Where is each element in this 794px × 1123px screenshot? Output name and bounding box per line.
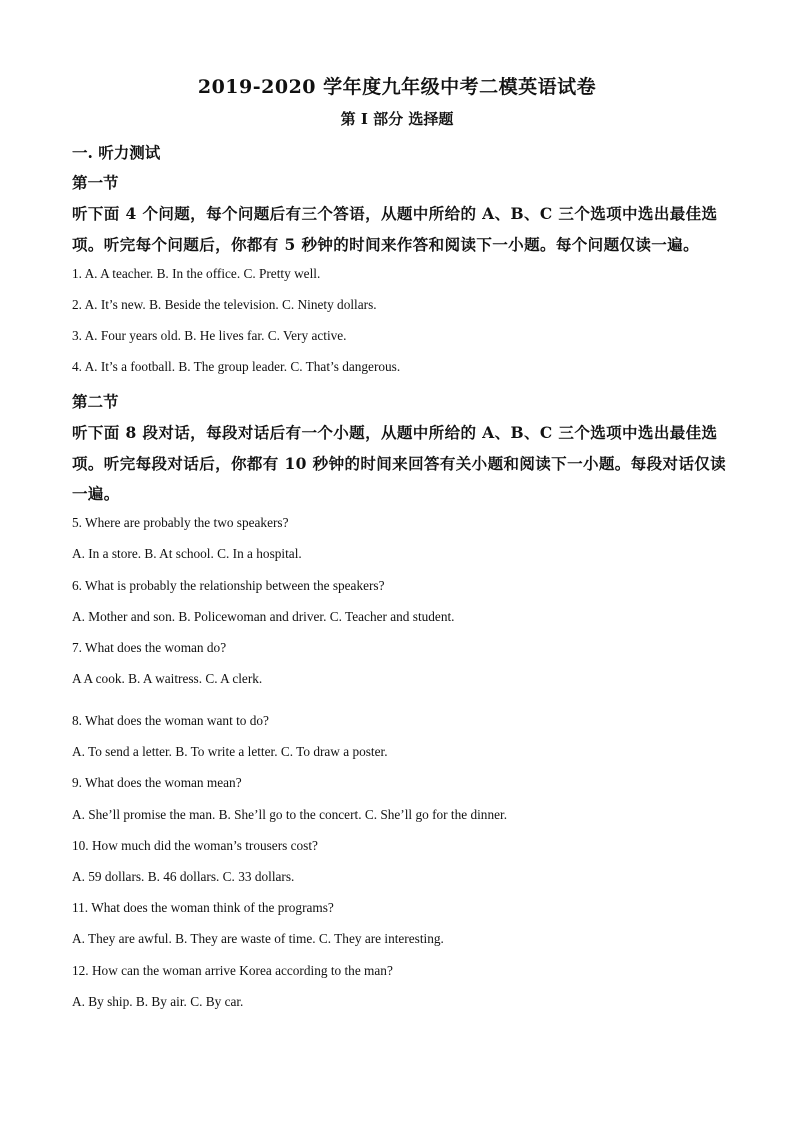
section2-instruction-line3: 一遍。 xyxy=(72,484,120,503)
section-heading: 一. 听力测试 xyxy=(72,143,161,162)
question-6-options: A. Mother and son. B. Policewoman and driver. C. Teacher and student. xyxy=(72,609,455,624)
question-11-options: A. They are awful. B. They are waste of time. C. They are interesting. xyxy=(72,931,444,946)
section1-instruction-line1: 听下面 4 个问题，每个问题后有三个答语，从题中所给的 A、B、C 三个选项中选出最佳选 xyxy=(72,204,718,223)
question-4: 4. A. It’s a football. B. The group leader. C. That’s dangerous. xyxy=(72,359,401,374)
question-5-options: A. In a store. B. At school. C. In a hospital. xyxy=(72,546,302,561)
section2-heading: 第二节 xyxy=(72,392,119,411)
question-12: 12. How can the woman arrive Korea according to the man? xyxy=(72,963,393,978)
section2-instruction-line2: 项。听完每段对话后，你都有 10 秒钟的时间来回答有关小题和阅读下一小题。每段对话仅读 xyxy=(72,454,727,473)
question-10-options: A. 59 dollars. B. 46 dollars. C. 33 dollars. xyxy=(72,869,295,884)
question-5: 5. Where are probably the two speakers? xyxy=(72,515,289,530)
section1-heading: 第一节 xyxy=(72,173,119,192)
question-1: 1. A. A teacher. B. In the office. C. Pretty well. xyxy=(72,266,321,281)
question-9-options: A. She’ll promise the man. B. She’ll go to the concert. C. She’ll go for the dinner. xyxy=(72,807,508,822)
question-10: 10. How much did the woman’s trousers cost? xyxy=(72,838,318,853)
page-title: 2019-2020 学年度九年级中考二模英语试卷 xyxy=(197,76,597,98)
question-3: 3. A. Four years old. B. He lives far. C. Very active. xyxy=(72,328,347,343)
question-7-options: A A cook. B. A waitress. C. A clerk. xyxy=(72,671,263,686)
question-2: 2. A. It’s new. B. Beside the television. C. Ninety dollars. xyxy=(72,297,377,312)
question-7: 7. What does the woman do? xyxy=(72,640,227,655)
question-6: 6. What is probably the relationship between the speakers? xyxy=(72,578,385,593)
part-title: 第 I 部分 选择题 xyxy=(340,110,454,128)
question-8: 8. What does the woman want to do? xyxy=(72,713,269,728)
question-9: 9. What does the woman mean? xyxy=(72,775,242,790)
question-11: 11. What does the woman think of the programs? xyxy=(72,900,334,915)
question-12-options: A. By ship. B. By air. C. By car. xyxy=(72,994,244,1009)
section2-instruction-line1: 听下面 8 段对话，每段对话后有一个小题，从题中所给的 A、B、C 三个选项中选出最佳选 xyxy=(72,423,718,442)
question-8-options: A. To send a letter. B. To write a letter. C. To draw a poster. xyxy=(72,744,388,759)
section1-instruction-line2: 项。听完每个问题后，你都有 5 秒钟的时间来作答和阅读下一小题。每个问题仅读一遍。 xyxy=(72,235,699,254)
